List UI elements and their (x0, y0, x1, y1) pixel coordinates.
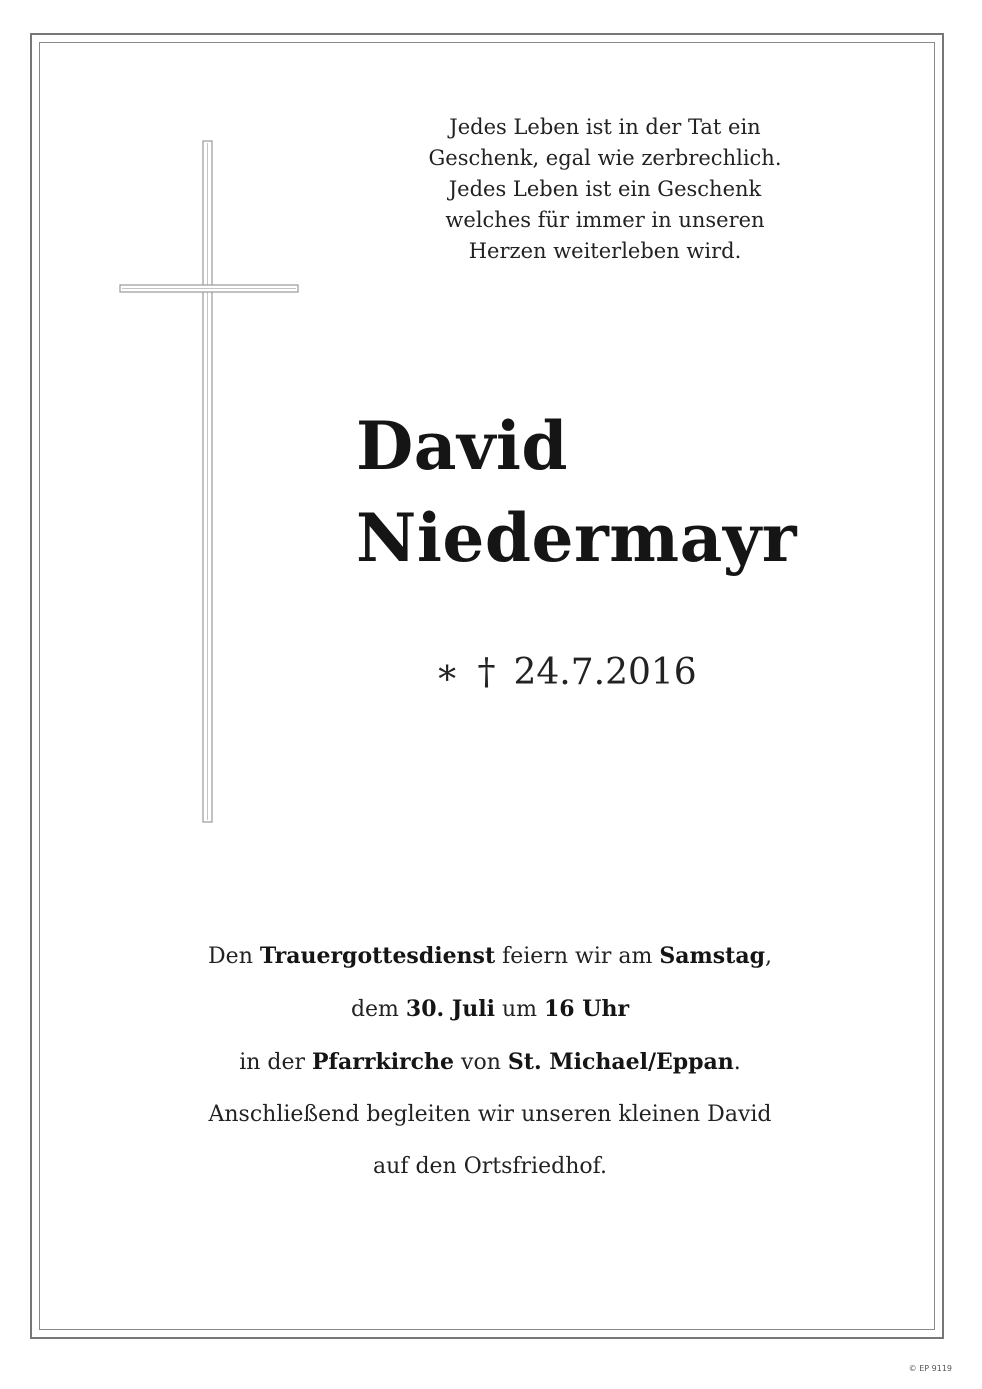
text-fragment: . (733, 1050, 741, 1075)
service-line-4: Anschließend begleiten wir unseren kleinen David (208, 1102, 772, 1127)
quote-line: Jedes Leben ist ein Geschenk (448, 177, 762, 201)
service-venue: Pfarrkirche (312, 1049, 455, 1075)
text-fragment: Den (208, 944, 260, 969)
text-fragment: , (764, 944, 772, 969)
last-name: Niedermayr (356, 499, 798, 577)
funeral-service-info (100, 930, 880, 1193)
first-name: David (356, 407, 569, 485)
text-fragment: dem (350, 997, 406, 1022)
quote-line: welches für immer in unseren (445, 208, 765, 232)
text-fragment: in der (239, 1050, 313, 1075)
birth-star-icon: ∗ (435, 652, 460, 693)
death-date: 24.7.2016 (513, 652, 697, 693)
text-fragment: von (454, 1050, 508, 1075)
service-line-1 (100, 930, 880, 983)
service-line-2 (100, 983, 880, 1036)
service-day: Samstag (659, 943, 765, 969)
text-fragment: feiern wir am (495, 944, 660, 969)
memorial-quote (380, 112, 830, 267)
service-location: St. Michael/Eppan (507, 1049, 734, 1075)
copyright-notice: © EP 9119 (908, 1364, 952, 1373)
life-dates (435, 648, 855, 698)
service-date: 30. Juli (405, 996, 495, 1022)
quote-line: Herzen weiterleben wird. (468, 239, 742, 263)
quote-line: Geschenk, egal wie zerbrechlich. (428, 146, 782, 170)
service-time: 16 Uhr (544, 996, 630, 1022)
service-type: Trauergottesdienst (259, 943, 496, 969)
text-fragment: um (494, 997, 544, 1022)
service-line-5: auf den Ortsfriedhof. (373, 1154, 607, 1179)
death-dagger-icon: † (477, 652, 496, 693)
deceased-name (356, 400, 856, 584)
service-line-3 (100, 1036, 880, 1089)
quote-line: Jedes Leben ist in der Tat ein (449, 115, 761, 139)
